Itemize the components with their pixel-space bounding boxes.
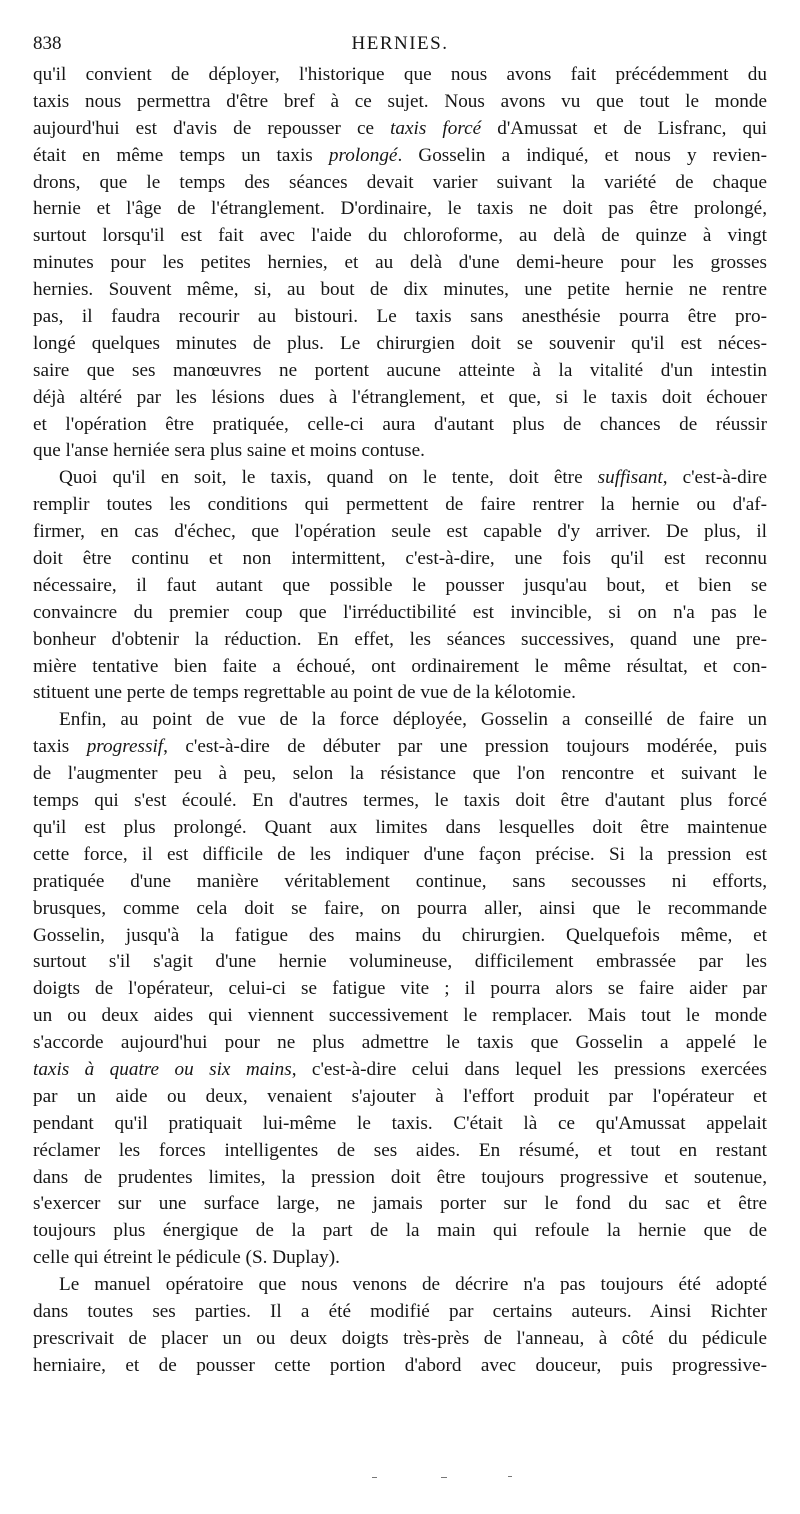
text-line (33, 1191, 767, 1218)
text-line (33, 1165, 767, 1192)
text-run: aujourd'hui est d'avis de repousser ce (33, 117, 391, 139)
text-run: convaincre du premier coup que l'irréductibilité est invincible, si on n'a pas le (33, 601, 767, 623)
text-line (33, 143, 767, 170)
text-run: déjà altéré par les lésions dues à l'étranglement, et que, si le taxis doit échouer (33, 386, 767, 408)
print-speck (372, 1477, 377, 1478)
text-line (33, 116, 767, 143)
text-run: Quoi qu'il en soit, le taxis, quand on le tente, doit être (59, 467, 598, 489)
text-line (33, 89, 767, 116)
text-line (33, 949, 767, 976)
text-run: minutes pour les petites hernies, et au delà d'une demi-heure pour les grosses (33, 252, 767, 274)
text-line (33, 492, 767, 519)
text-run: surtout s'il s'agit d'une hernie volumineuse, difficilement embrassée par les (33, 951, 767, 973)
text-run: pendant qu'il pratiquait lui-même le taxis. C'était là ce qu'Amussat appelait (33, 1112, 767, 1134)
text-line (33, 573, 767, 600)
text-line (33, 331, 767, 358)
print-speck (441, 1477, 447, 1478)
text-run: Le manuel opératoire que nous venons de décrire n'a pas toujours été adopté (59, 1274, 767, 1296)
text-run: doit être continu et non intermittent, c'est-à-dire, une fois qu'il est reconnu (33, 548, 767, 570)
text-run: remplir toutes les conditions qui permettent de faire rentrer la hernie ou d'af- (33, 494, 767, 516)
text-run: réclamer les forces intelligentes de ses aides. En résumé, et tout en restant (33, 1139, 767, 1161)
text-line (33, 680, 767, 707)
text-line (33, 358, 767, 385)
text-run: était en même temps un taxis (33, 144, 329, 166)
text-run: longé quelques minutes de plus. Le chirurgien doit se souvenir qu'il est néces- (33, 332, 767, 354)
text-run: mière tentative bien faite a échoué, ont ordinairement le même résultat, et con- (33, 655, 767, 677)
text-run: , c'est-à-dire de débuter par une pression toujours modérée, puis (163, 736, 767, 758)
text-line (33, 734, 767, 761)
text-line (33, 1003, 767, 1030)
text-run: un ou deux aides qui viennent successivement le remplacer. Mais tout le monde (33, 1005, 767, 1027)
text-line (33, 627, 767, 654)
text-line (33, 304, 767, 331)
text-run: nécessaire, il faut autant que possible le pousser jusqu'au bout, et bien se (33, 574, 767, 596)
text-run: temps qui s'est écoulé. En d'autres termes, le taxis doit être d'autant plus forcé (33, 790, 767, 812)
text-run: hernies. Souvent même, si, au bout de dix minutes, une petite hernie ne rentre (33, 279, 767, 301)
text-run: Enfin, au point de vue de la force déployée, Gosselin a conseillé de faire un (59, 709, 767, 731)
text-run: d'Amussat et de Lisfranc, qui (481, 117, 768, 139)
text-run: celle qui étreint le pédicule (S. Duplay). (33, 1247, 340, 1269)
text-line (33, 1299, 767, 1326)
page-header (33, 32, 767, 56)
text-line (33, 438, 767, 465)
text-line (33, 923, 767, 950)
text-run: pas, il faudra recourir au bistouri. Le taxis sans anesthésie pourra être pro- (33, 306, 767, 328)
text-run: taxis nous permettra d'être bref à ce sujet. Nous avons vu que tout le monde (33, 90, 767, 112)
text-run: drons, que le temps des séances devait varier suivant la variété de chaque (33, 171, 767, 193)
text-line (33, 62, 767, 89)
text-run: doigts de l'opérateur, celui-ci se fatigue vite ; il pourra alors se faire aider par (33, 978, 767, 1000)
text-line (33, 170, 767, 197)
page-number: 838 (33, 33, 62, 54)
text-run: , c'est-à-dire (662, 467, 768, 489)
text-run: de l'augmenter peu à peu, selon la résistance que l'on rencontre et suivant le (33, 763, 767, 785)
text-run: bonheur d'obtenir la réduction. En effet, les séances successives, quand une pre- (33, 628, 767, 650)
text-run: que l'anse herniée sera plus saine et moins contuse. (33, 440, 425, 462)
italic-run: progressif (86, 736, 164, 758)
text-run: dans toutes ses parties. Il a été modifié par certains auteurs. Ainsi Richter (33, 1300, 767, 1322)
text-run: par un aide ou deux, venaient s'ajouter à l'effort produit par l'opérateur et (33, 1085, 767, 1107)
text-line (33, 519, 767, 546)
text-run: surtout lorsqu'il est fait avec l'aide du chloroforme, au delà de quinze à vingt (33, 225, 767, 247)
text-run: cette force, il est difficile de les indiquer d'une façon précise. Si la pression est (33, 843, 767, 865)
text-line (33, 654, 767, 681)
text-line (33, 1218, 767, 1245)
text-line (33, 277, 767, 304)
text-run: hernie et l'âge de l'étranglement. D'ordinaire, le taxis ne doit pas être prolongé, (33, 198, 767, 220)
text-run: taxis (33, 736, 87, 758)
text-run: stituent une perte de temps regrettable au point de vue de la kélotomie. (33, 682, 576, 704)
text-line (33, 1353, 767, 1380)
text-line (33, 1245, 767, 1272)
text-line (33, 546, 767, 573)
text-line (33, 976, 767, 1003)
text-line (33, 1111, 767, 1138)
text-run: . Gosselin a indiqué, et nous y revien- (397, 144, 767, 166)
text-line (33, 196, 767, 223)
text-line (33, 412, 767, 439)
text-run: firmer, en cas d'échec, que l'opération seule est capable d'y arriver. De plus, il (33, 521, 767, 543)
running-title: HERNIES. (351, 33, 449, 54)
text-line (33, 815, 767, 842)
print-speck (508, 1476, 512, 1477)
text-run: , c'est-à-dire celui dans lequel les pressions exercées (291, 1058, 768, 1080)
text-run: pratiquée d'une manière véritablement continue, sans secousses ni efforts, (33, 870, 767, 892)
italic-run: prolongé (328, 144, 398, 166)
text-run: qu'il est plus prolongé. Quant aux limites dans lesquelles doit être maintenue (33, 816, 767, 838)
text-line (33, 1084, 767, 1111)
text-line (33, 842, 767, 869)
text-line (33, 1057, 767, 1084)
text-line (33, 896, 767, 923)
italic-run: taxis forcé (390, 117, 482, 139)
text-line (33, 1326, 767, 1353)
text-line (33, 223, 767, 250)
text-run: herniaire, et de pousser cette portion d'abord avec douceur, puis progressive- (33, 1354, 767, 1376)
text-line (33, 707, 767, 734)
text-line (33, 250, 767, 277)
text-line (33, 1272, 767, 1299)
text-run: s'exercer sur une surface large, ne jamais porter sur le fond du sac et être (33, 1193, 767, 1215)
text-run: prescrivait de placer un ou deux doigts très-près de l'anneau, à côté du pédicule (33, 1327, 767, 1349)
text-line (33, 1030, 767, 1057)
text-line (33, 600, 767, 627)
text-run: saire que ses manœuvres ne portent aucune atteinte à la vitalité d'un intestin (33, 359, 767, 381)
body-text (33, 62, 767, 1380)
text-line (33, 1138, 767, 1165)
text-run: s'accorde aujourd'hui pour ne plus admettre le taxis que Gosselin a appelé le (33, 1032, 767, 1054)
text-run: Gosselin, jusqu'à la fatigue des mains du chirurgien. Quelquefois même, et (33, 924, 767, 946)
text-line (33, 465, 767, 492)
text-line (33, 869, 767, 896)
text-line (33, 385, 767, 412)
text-run: dans de prudentes limites, la pression doit être toujours progressive et soutenue, (33, 1166, 767, 1188)
italic-run: suffisant (597, 467, 663, 489)
text-line (33, 788, 767, 815)
text-run: et l'opération être pratiquée, celle-ci aura d'autant plus de chances de réussir (33, 413, 767, 435)
text-run: brusques, comme cela doit se faire, on pourra aller, ainsi que le recommande (33, 897, 767, 919)
italic-run: taxis à quatre ou six mains (33, 1058, 292, 1080)
text-line (33, 761, 767, 788)
text-run: qu'il convient de déployer, l'historique que nous avons fait précédemment du (33, 64, 767, 85)
text-run: toujours plus énergique de la part de la main qui refoule la hernie que de (33, 1220, 767, 1242)
